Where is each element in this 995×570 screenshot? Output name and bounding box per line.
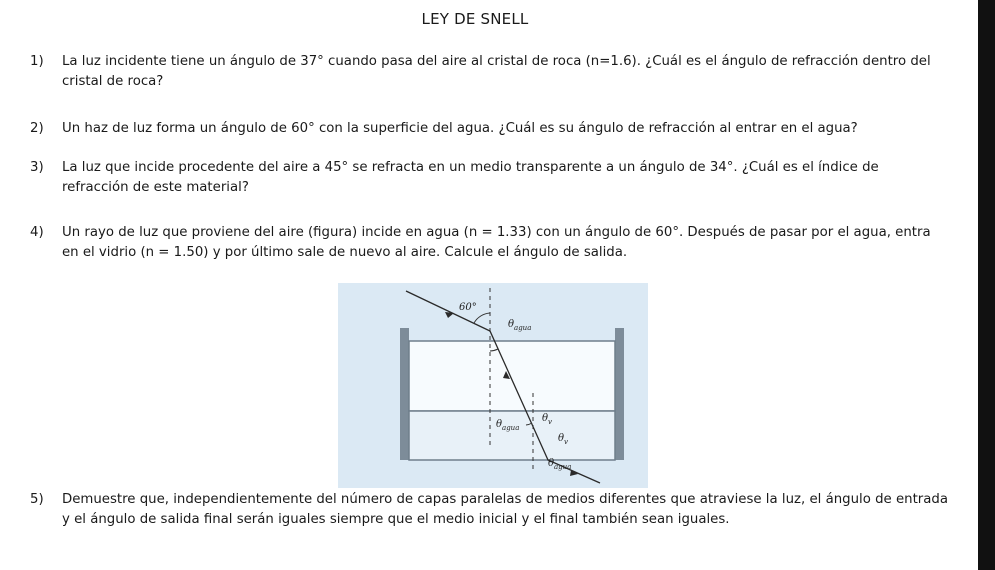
refraction-figure xyxy=(338,283,648,488)
question-number: 4) xyxy=(30,225,44,240)
tank-right-wall xyxy=(615,328,624,460)
glass-layer xyxy=(409,411,615,460)
label-60: 60° xyxy=(459,302,477,313)
question-1 xyxy=(30,52,948,92)
tank-left-wall xyxy=(400,328,409,460)
label-theta-v-1: $\theta_v$ xyxy=(542,413,552,426)
label-theta-v-2: $\theta_v$ xyxy=(558,433,568,446)
question-3 xyxy=(30,158,948,198)
question-text: Un haz de luz forma un ángulo de 60° con la superficie del agua. ¿Cuál es su ángulo de refracción al entrar en el agua? xyxy=(62,121,858,136)
question-5 xyxy=(30,490,948,530)
question-text: La luz incidente tiene un ángulo de 37° cuando pasa del aire al cristal de roca (n=1.6). ¿Cuál es el ángulo de refracción dentro del cristal de roca? xyxy=(62,54,931,89)
question-2 xyxy=(30,119,948,139)
page-title: LEY DE SNELL xyxy=(421,10,529,28)
label-theta-agua-top: $\theta_{agua}$ xyxy=(508,319,532,332)
question-text: Demuestre que, independientemente del número de capas paralelas de medios diferentes que atraviese la luz, el ángulo de entrada y el ángulo de salida final serán iguales siempre que el medio inicial y el final también sean iguales. xyxy=(62,492,948,527)
question-4 xyxy=(30,223,948,263)
water-layer xyxy=(409,341,615,411)
label-theta-agua-mid: $\theta_{agua}$ xyxy=(496,419,520,432)
right-edge-strip xyxy=(978,0,995,570)
label-theta-agua-bottom: $\theta_{agua}$ xyxy=(548,458,572,471)
question-number: 5) xyxy=(30,492,44,507)
question-text: Un rayo de luz que proviene del aire (figura) incide en agua (n = 1.33) con un ángulo de 60°. Después de pasar por el agua, entra en el vidrio (n = 1.50) y por último sale de nuevo al aire. Calcule el ángulo de salida. xyxy=(62,225,931,260)
question-number: 1) xyxy=(30,54,44,69)
question-number: 3) xyxy=(30,160,44,175)
question-number: 2) xyxy=(30,121,44,136)
question-text: La luz que incide procedente del aire a 45° se refracta en un medio transparente a un ángulo de 34°. ¿Cuál es el índice de refracción de este material? xyxy=(62,160,879,195)
